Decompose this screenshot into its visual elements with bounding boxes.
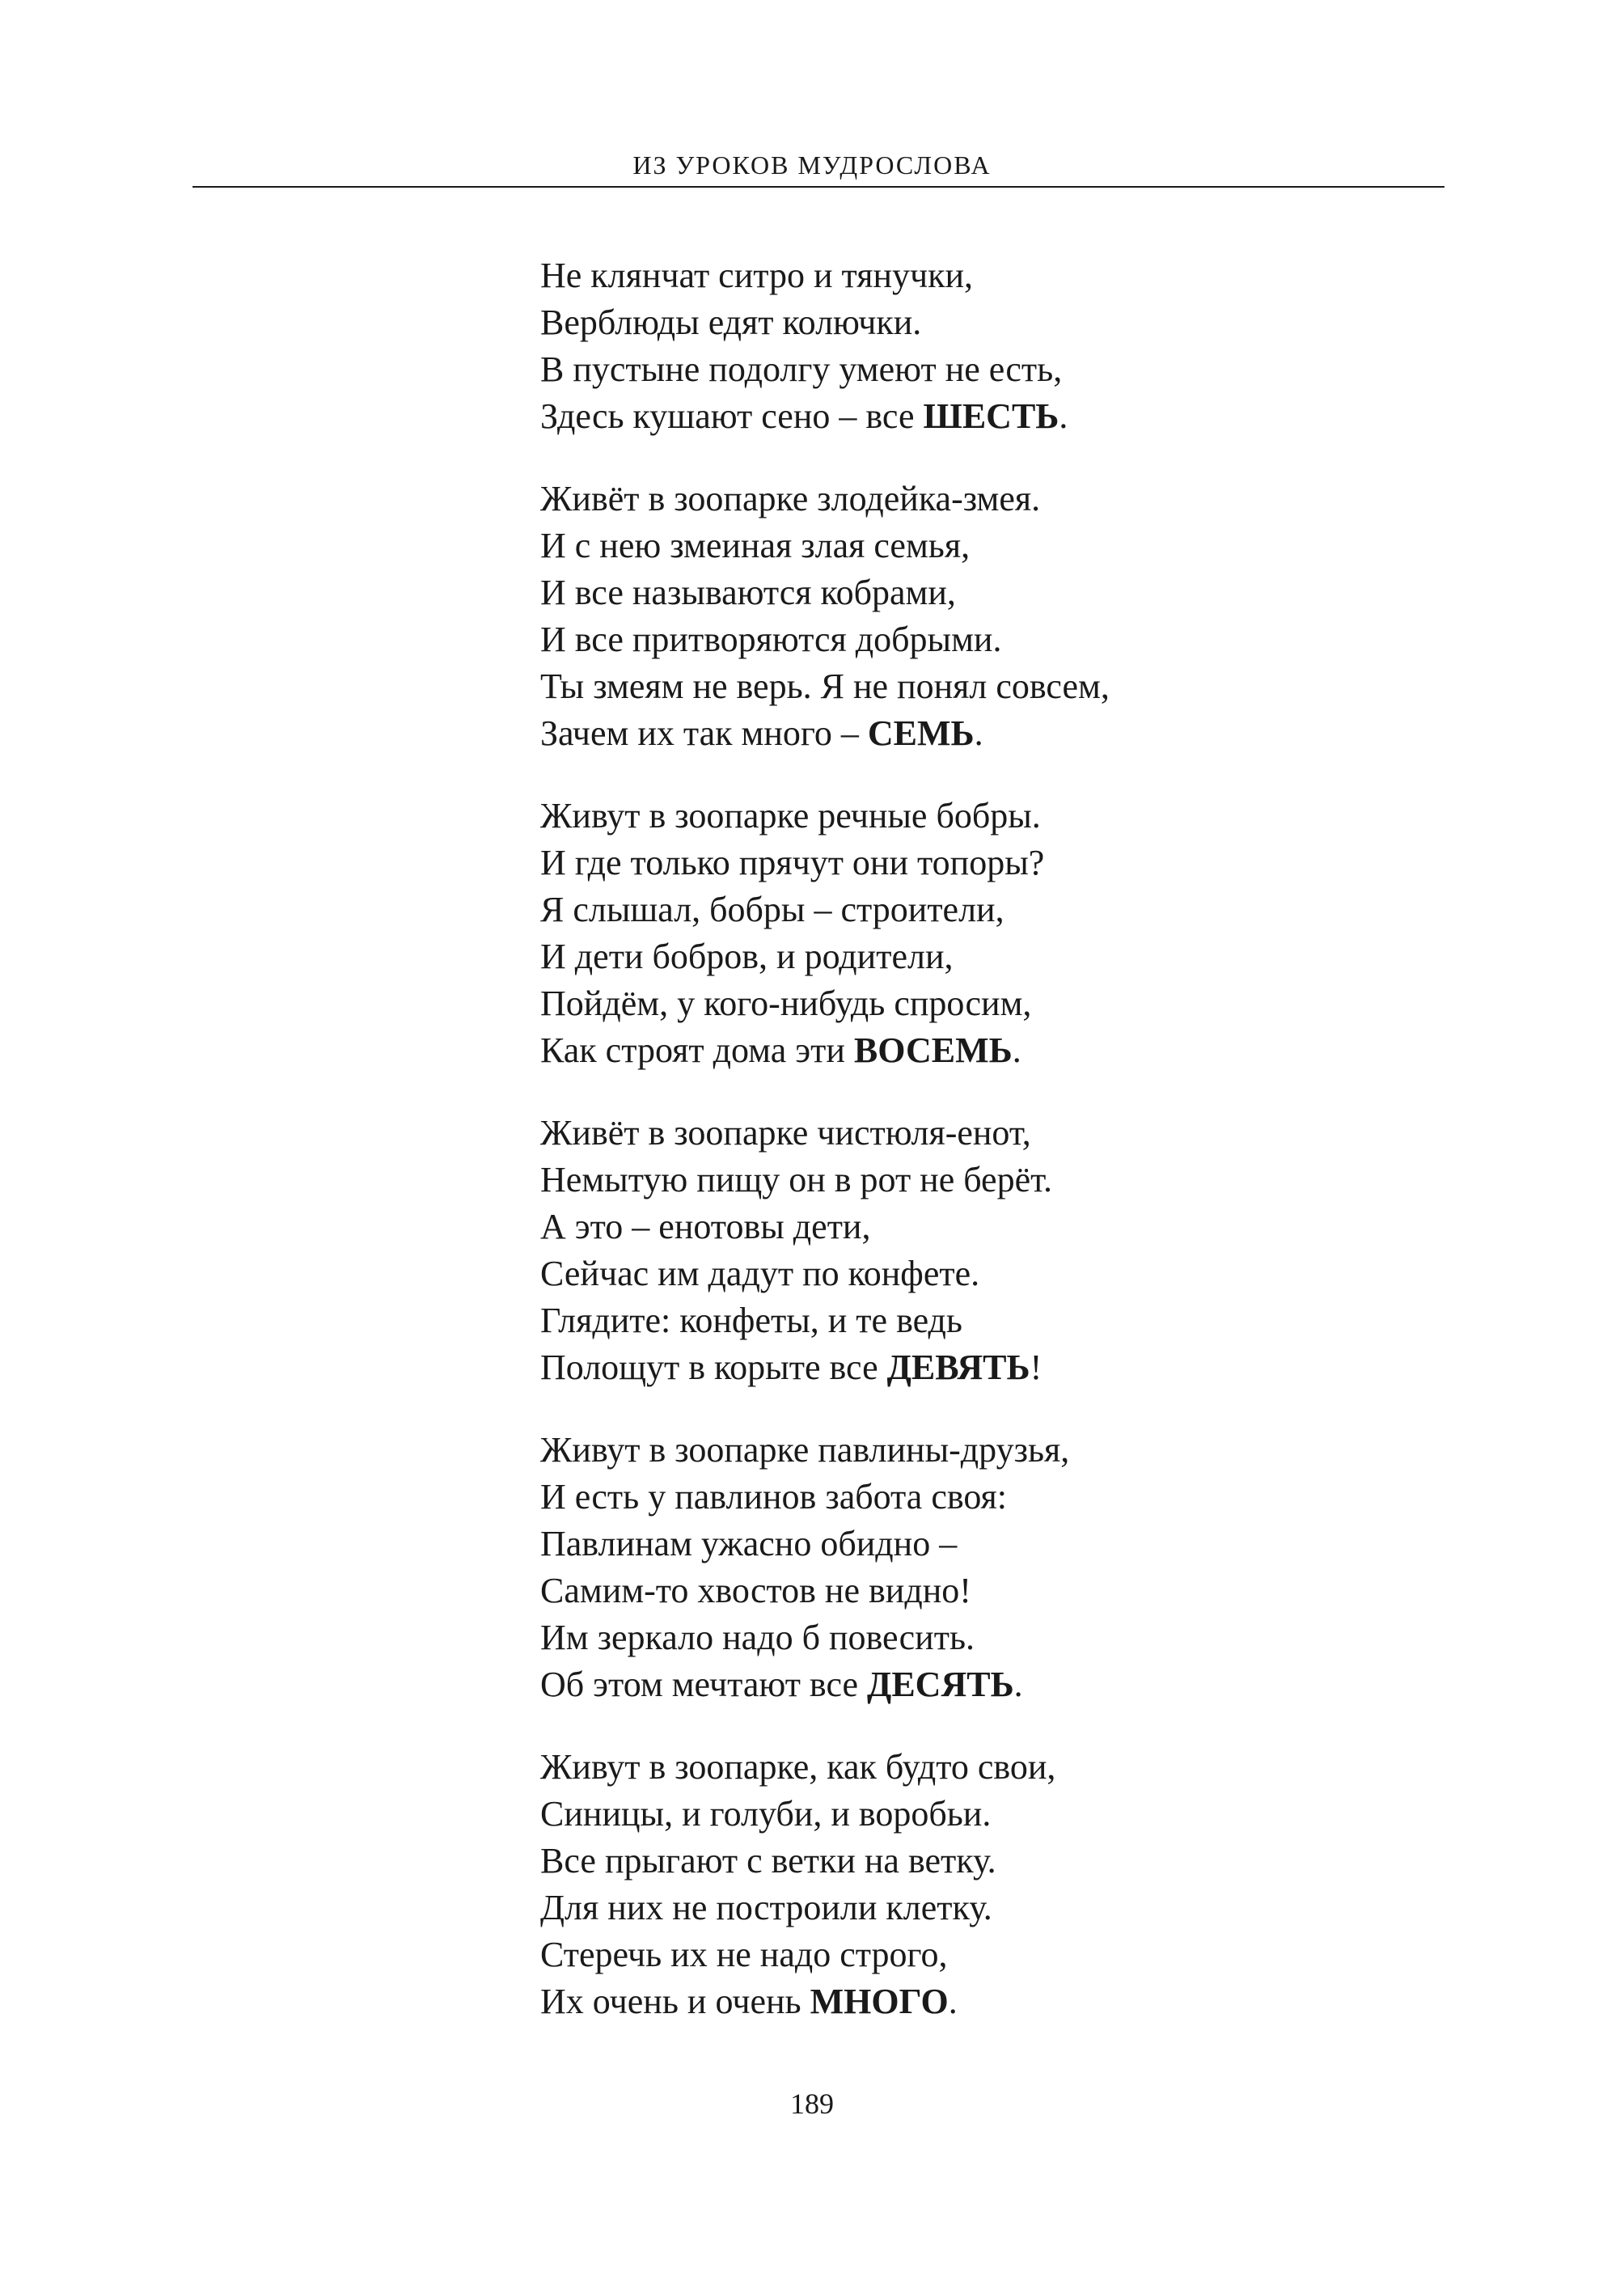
poem-line: Все прыгают с ветки на ветку. (540, 1841, 996, 1881)
line-punct: . (1059, 396, 1068, 436)
line-punct: ! (1030, 1347, 1042, 1387)
number-word: ВОСЕМЬ (853, 1030, 1013, 1070)
line-punct: . (1013, 1665, 1023, 1704)
poem-line: В пустыне подолгу умеют не есть, (540, 349, 1063, 389)
poem-line: Павлинам ужасно обидно – (540, 1524, 958, 1563)
stanza (540, 793, 1511, 1074)
poem-line (540, 1661, 1511, 1708)
poem-line: Им зеркало надо б повесить. (540, 1618, 975, 1657)
poem-line: Живут в зоопарке павлины-друзья, (540, 1430, 1070, 1470)
page-number: 189 (790, 2088, 834, 2120)
poem-line: Пойдём, у кого-нибудь спросим, (540, 984, 1032, 1023)
number-word: СЕМЬ (867, 713, 975, 753)
poem-line: Живёт в зоопарке чистюля-енот, (540, 1113, 1031, 1153)
poem-line: Стеречь их не надо строго, (540, 1935, 948, 1974)
poem-line: Я слышал, бобры – строители, (540, 890, 1004, 929)
poem-line: И где только прячут они топоры? (540, 843, 1045, 882)
line-text: Зачем их так много – (540, 713, 868, 753)
line-punct: . (974, 713, 983, 753)
line-punct: . (1012, 1030, 1021, 1070)
stanza (540, 476, 1511, 757)
running-header: ИЗ УРОКОВ МУДРОСЛОВА (632, 150, 992, 180)
poem-line: Живут в зоопарке речные бобры. (540, 796, 1041, 836)
poem (540, 252, 1511, 2061)
number-word: ДЕВЯТЬ (886, 1347, 1030, 1387)
poem-line: Глядите: конфеты, и те ведь (540, 1301, 962, 1340)
poem-line: Живёт в зоопарке злодейка-змея. (540, 479, 1041, 518)
number-word: МНОГО (810, 1982, 949, 2021)
poem-line: Для них не построили клетку. (540, 1888, 992, 1927)
poem-line: И есть у павлинов забота своя: (540, 1477, 1007, 1517)
poem-line: И дети бобров, и родители, (540, 937, 954, 976)
line-text: Как строят дома эти (540, 1030, 854, 1070)
poem-line: Самим-то хвостов не видно! (540, 1571, 971, 1610)
stanza (540, 1110, 1511, 1391)
poem-line: И с нею змеиная злая семья, (540, 526, 971, 565)
poem-line: И все называются кобрами, (540, 573, 956, 612)
poem-line: Синицы, и голуби, и воробьи. (540, 1794, 992, 1834)
stanza (540, 252, 1511, 440)
poem-line: А это – енотовы дети, (540, 1207, 871, 1246)
stanza (540, 1744, 1511, 2025)
poem-line (540, 393, 1511, 440)
line-text: Их очень и очень (540, 1982, 810, 2021)
poem-line: Не клянчат ситро и тянучки, (540, 256, 974, 295)
poem-line (540, 1978, 1511, 2025)
poem-line: Верблюды едят колючки. (540, 302, 922, 342)
header-rule (192, 186, 1444, 188)
poem-line (540, 1344, 1511, 1391)
line-text: Полощут в корыте все (540, 1347, 887, 1387)
line-punct: . (948, 1982, 958, 2021)
poem-line: Живут в зоопарке, как будто свои, (540, 1747, 1056, 1787)
line-text: Здесь кушают сено – все (540, 396, 924, 436)
stanza (540, 1427, 1511, 1708)
poem-line: Сейчас им дадут по конфете. (540, 1254, 980, 1293)
line-text: Об этом мечтают все (540, 1665, 868, 1704)
poem-line: Ты змеям не верь. Я не понял совсем, (540, 666, 1110, 706)
poem-line: И все притворяются добрыми. (540, 620, 1002, 659)
poem-line (540, 1027, 1511, 1074)
number-word: ШЕСТЬ (923, 396, 1059, 436)
number-word: ДЕСЯТЬ (867, 1665, 1014, 1704)
poem-line: Немытую пищу он в рот не берёт. (540, 1160, 1053, 1199)
poem-line (540, 710, 1511, 757)
